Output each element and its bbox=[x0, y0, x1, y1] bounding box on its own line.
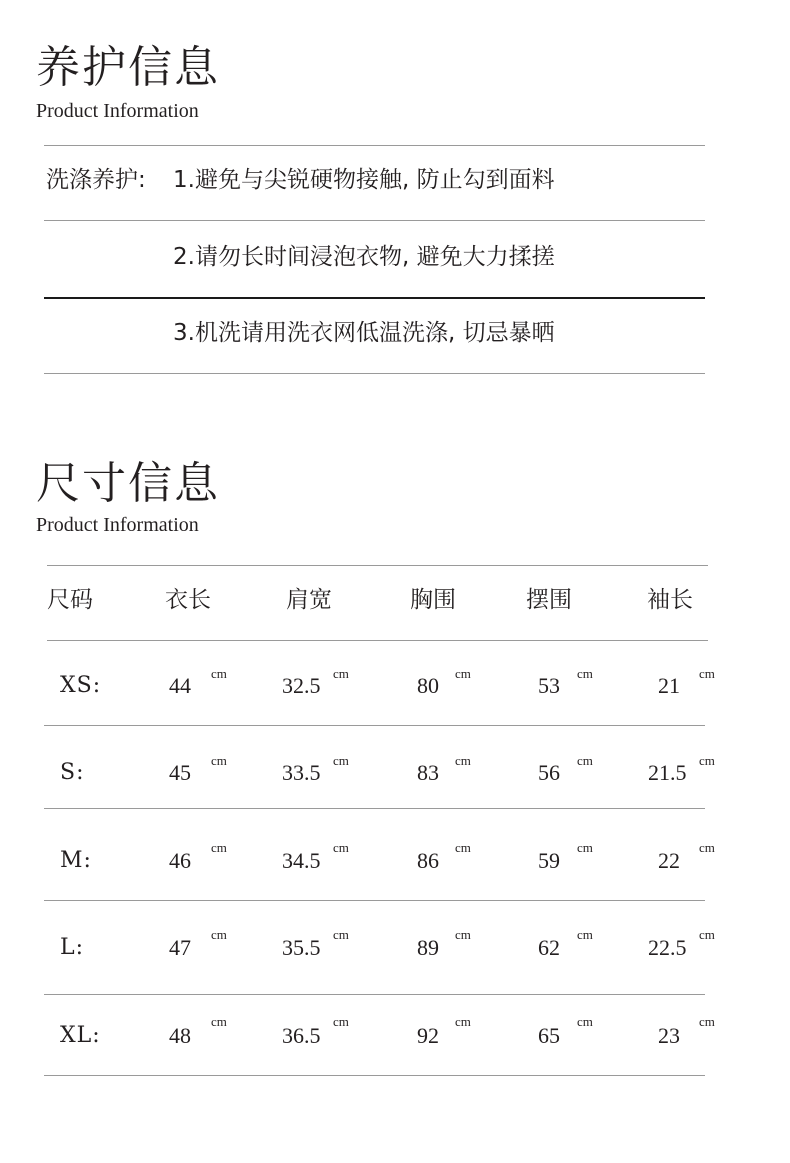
cell-xl-sleeve: 23 bbox=[658, 1023, 680, 1048]
care-item-1: 1.避免与尖锐硬物接触, 防止勾到面料 bbox=[173, 167, 555, 193]
cell-m-shoulder: 34.5 bbox=[282, 848, 321, 873]
unit-label: cm bbox=[333, 1014, 349, 1029]
cell-s-chest: 83 bbox=[417, 760, 439, 785]
cell-m-hem: 59 bbox=[538, 848, 560, 873]
header-size: 尺码 bbox=[47, 587, 93, 613]
unit-label: cm bbox=[577, 840, 593, 855]
cell-xl-length: 48 bbox=[169, 1023, 191, 1048]
unit-label: cm bbox=[333, 927, 349, 942]
unit-label: cm bbox=[699, 753, 715, 768]
cell-s-length: 45 bbox=[169, 760, 191, 785]
unit-label: cm bbox=[333, 840, 349, 855]
row-divider bbox=[44, 994, 705, 995]
cell-s-shoulder: 33.5 bbox=[282, 760, 321, 785]
cell-l-sleeve: 22.5 bbox=[648, 935, 687, 960]
row-divider bbox=[44, 725, 705, 726]
cell-l-hem: 62 bbox=[538, 935, 560, 960]
cell-m-chest: 86 bbox=[417, 848, 439, 873]
size-divider-top bbox=[47, 565, 708, 566]
care-label: 洗涤养护: bbox=[46, 167, 146, 193]
care-item-2: 2.请勿长时间浸泡衣物, 避免大力揉搓 bbox=[173, 244, 555, 270]
cell-xs-length: 44 bbox=[169, 673, 191, 698]
cell-l-length: 47 bbox=[169, 935, 191, 960]
unit-label: cm bbox=[577, 753, 593, 768]
unit-label: cm bbox=[211, 1014, 227, 1029]
cell-l-shoulder: 35.5 bbox=[282, 935, 321, 960]
unit-label: cm bbox=[211, 666, 227, 681]
header-length: 衣长 bbox=[165, 587, 211, 613]
unit-label: cm bbox=[333, 666, 349, 681]
unit-label: cm bbox=[211, 840, 227, 855]
unit-label: cm bbox=[211, 753, 227, 768]
care-divider-bottom bbox=[44, 373, 705, 374]
care-divider-top bbox=[44, 145, 705, 146]
row-divider bbox=[44, 900, 705, 901]
row-divider bbox=[44, 808, 705, 809]
unit-label: cm bbox=[699, 927, 715, 942]
header-shoulder: 肩宽 bbox=[286, 587, 332, 613]
unit-label: cm bbox=[699, 840, 715, 855]
size-label-s: S: bbox=[60, 760, 85, 785]
size-title: 尺寸信息 bbox=[36, 458, 220, 509]
care-title: 养护信息 bbox=[36, 42, 220, 93]
unit-label: cm bbox=[333, 753, 349, 768]
cell-xl-chest: 92 bbox=[417, 1023, 439, 1048]
unit-label: cm bbox=[577, 927, 593, 942]
unit-label: cm bbox=[577, 1014, 593, 1029]
unit-label: cm bbox=[455, 840, 471, 855]
size-label-m: M: bbox=[60, 848, 92, 873]
size-label-xs: XS: bbox=[60, 673, 102, 698]
header-chest: 胸围 bbox=[410, 587, 456, 613]
care-item-3: 3.机洗请用洗衣网低温洗涤, 切忌暴晒 bbox=[173, 320, 555, 346]
header-sleeve: 袖长 bbox=[647, 587, 693, 613]
cell-s-sleeve: 21.5 bbox=[648, 760, 687, 785]
unit-label: cm bbox=[577, 666, 593, 681]
unit-label: cm bbox=[699, 1014, 715, 1029]
header-divider bbox=[47, 640, 708, 641]
cell-m-sleeve: 22 bbox=[658, 848, 680, 873]
cell-s-hem: 56 bbox=[538, 760, 560, 785]
cell-xl-hem: 65 bbox=[538, 1023, 560, 1048]
unit-label: cm bbox=[699, 666, 715, 681]
care-subtitle: Product Information bbox=[36, 100, 199, 122]
unit-label: cm bbox=[211, 927, 227, 942]
cell-xs-sleeve: 21 bbox=[658, 673, 680, 698]
cell-xl-shoulder: 36.5 bbox=[282, 1023, 321, 1048]
cell-m-length: 46 bbox=[169, 848, 191, 873]
size-label-l: L: bbox=[60, 935, 85, 960]
unit-label: cm bbox=[455, 1014, 471, 1029]
cell-xs-shoulder: 32.5 bbox=[282, 673, 321, 698]
size-label-xl: XL: bbox=[60, 1023, 101, 1048]
care-divider-1 bbox=[44, 220, 705, 221]
unit-label: cm bbox=[455, 927, 471, 942]
cell-l-chest: 89 bbox=[417, 935, 439, 960]
header-hem: 摆围 bbox=[526, 587, 572, 613]
size-subtitle: Product Information bbox=[36, 514, 199, 536]
cell-xs-chest: 80 bbox=[417, 673, 439, 698]
cell-xs-hem: 53 bbox=[538, 673, 560, 698]
unit-label: cm bbox=[455, 753, 471, 768]
size-divider-bottom bbox=[44, 1075, 705, 1076]
care-divider-2 bbox=[44, 297, 705, 299]
unit-label: cm bbox=[455, 666, 471, 681]
